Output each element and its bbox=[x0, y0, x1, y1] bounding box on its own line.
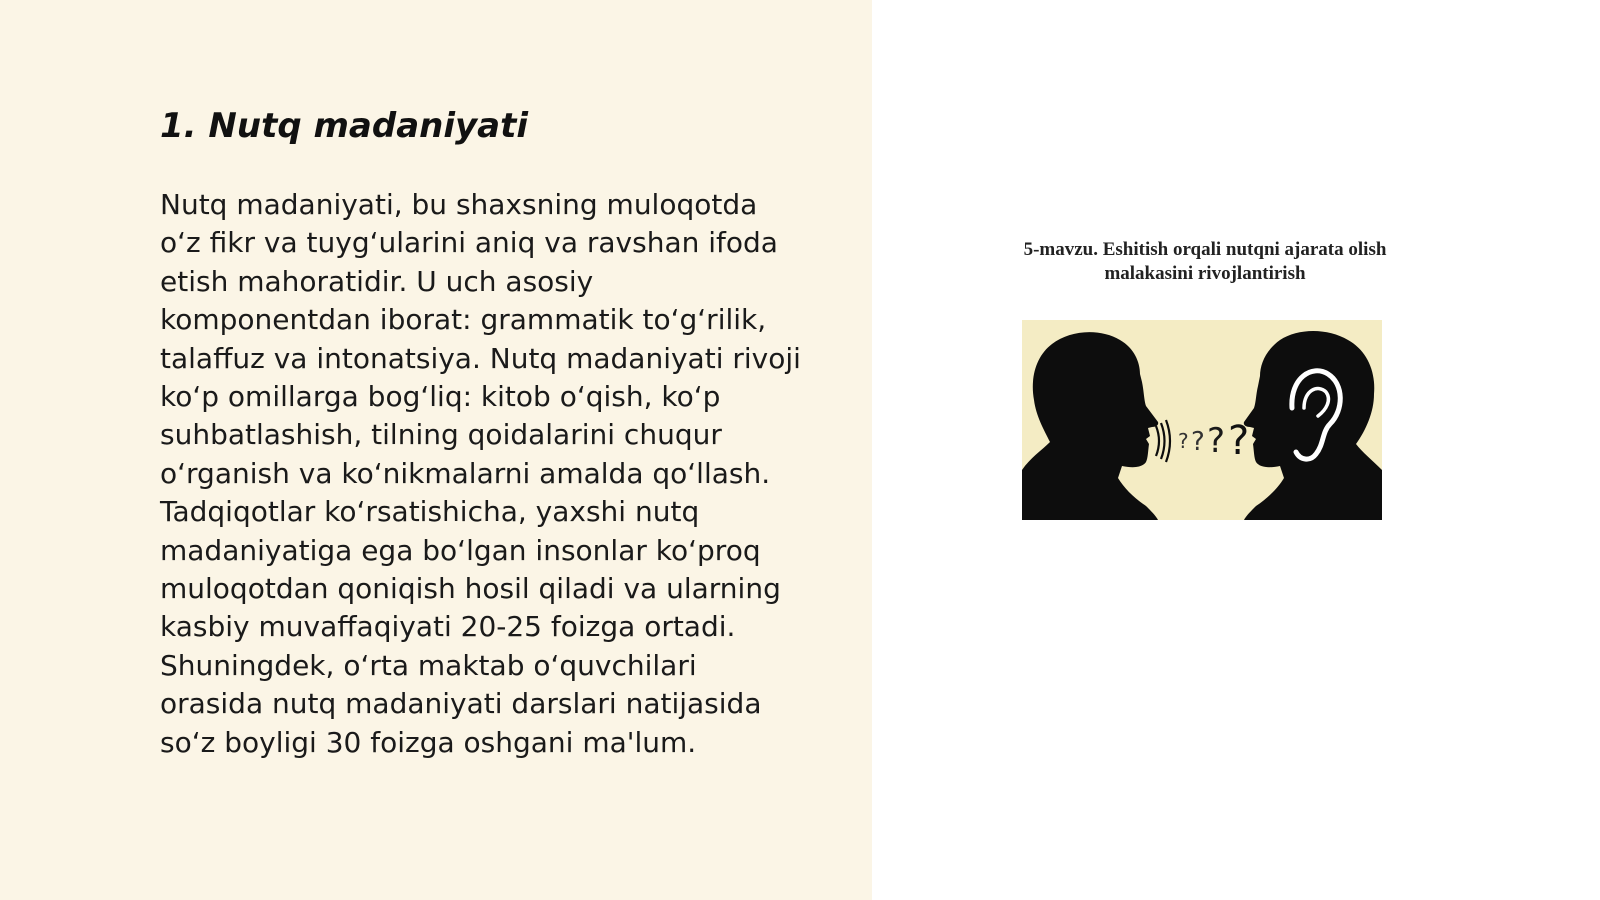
body-line: Nutq madaniyati, bu shaxsning muloqotda bbox=[160, 188, 758, 221]
body-line: o‘z fikr va tuyg‘ularini aniq va ravshan ifoda bbox=[160, 226, 778, 260]
slide-body-text bbox=[160, 186, 850, 762]
caption-line: malakasini rivojlantirish bbox=[1104, 263, 1306, 284]
body-line: ko‘p omillarga bog‘liq: kitob o‘qish, ko‘p bbox=[160, 380, 721, 414]
body-line: muloqotdan qoniqish hosil qiladi va ularning bbox=[160, 572, 781, 606]
question-mark-icon: ? bbox=[1228, 418, 1250, 464]
body-line: komponentdan iborat: grammatik to‘g‘rilik, bbox=[160, 303, 767, 337]
question-mark-icon: ? bbox=[1191, 427, 1205, 457]
body-line: suhbatlashish, tilning qoidalarini chuqur bbox=[160, 418, 722, 452]
speaker-listener-silhouettes-icon bbox=[1022, 320, 1382, 520]
body-line: orasida nutq madaniyati darslari natijasida bbox=[160, 687, 762, 721]
question-mark-icon: ? bbox=[1178, 429, 1189, 453]
body-line: etish mahoratidir. U uch asosiy bbox=[160, 264, 594, 298]
body-line: talaffuz va intonatsiya. Nutq madaniyati rivoji bbox=[160, 341, 801, 375]
caption-line: 5-mavzu. Eshitish orqali nutqni ajarata olish bbox=[1023, 239, 1387, 260]
body-line: Tadqiqotlar ko‘rsatishicha, yaxshi nutq bbox=[160, 495, 700, 529]
body-line: madaniyatiga ega bo‘lgan insonlar ko‘proq bbox=[160, 533, 761, 567]
slide-heading: 1. Nutq madaniyati bbox=[160, 106, 529, 146]
body-line: o‘rganish va ko‘nikmalarni amalda qo‘llash. bbox=[160, 456, 771, 490]
image-caption bbox=[975, 238, 1435, 286]
body-line: so‘z boyligi 30 foizga oshgani ma'lum. bbox=[160, 725, 697, 759]
question-mark-icon: ? bbox=[1207, 421, 1226, 461]
body-line: Shuningdek, o‘rta maktab o‘quvchilari bbox=[160, 648, 697, 682]
body-line: kasbiy muvaffaqiyati 20-25 foizga ortadi. bbox=[160, 610, 736, 644]
